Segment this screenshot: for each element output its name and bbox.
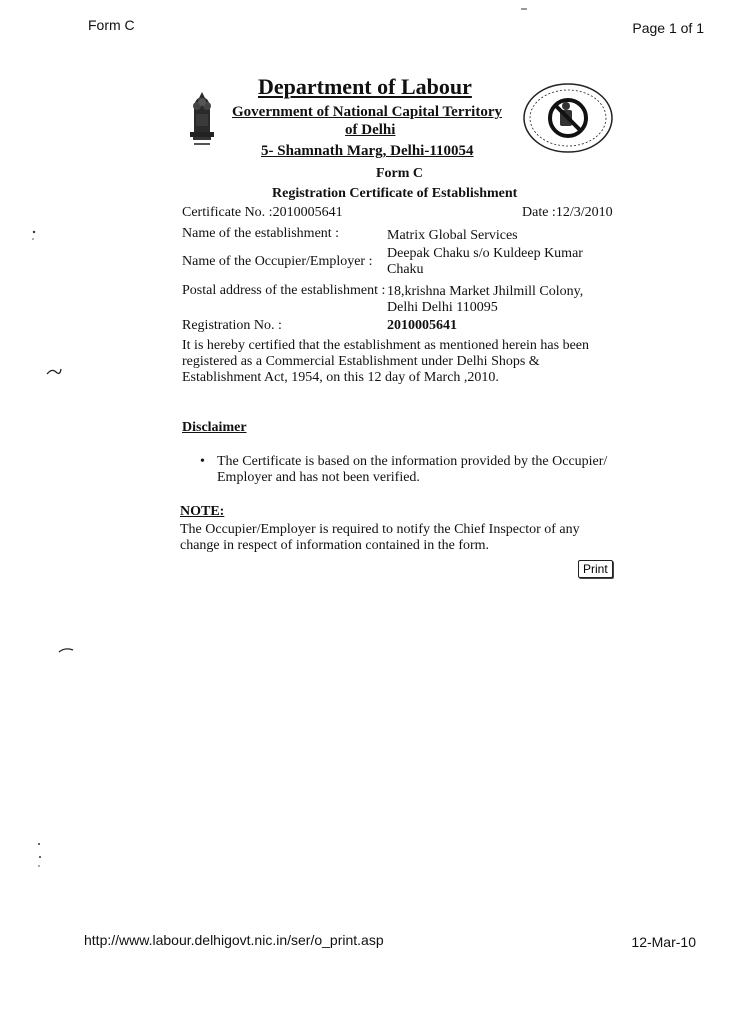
page-footer-date: 12-Mar-10 [631, 934, 696, 950]
state-emblem-icon [186, 88, 218, 150]
page-footer-url: http://www.labour.delhigovt.nic.in/ser/o_print.asp [84, 932, 384, 948]
department-address: 5- Shamnath Marg, Delhi-110054 [261, 143, 474, 159]
disclaimer-text: The Certificate is based on the information provided by the Occupier/ Employer and has not been verified. [217, 454, 608, 485]
scan-speck [30, 228, 38, 242]
government-line-1: Government of National Capital Territory [232, 104, 502, 120]
bullet-icon: • [200, 454, 205, 469]
certification-statement: It is hereby certified that the establishment as mentioned herein has been registered as a Commercial Establishment under Delhi Shops & Establishment Act, 1954, on this 12 day of March ,2010. [182, 338, 590, 385]
disclaimer-list [200, 454, 620, 486]
registration-number-value: 2010005641 [387, 318, 457, 333]
postal-address-label: Postal address of the establishment : [182, 283, 386, 298]
print-button[interactable]: Print [578, 560, 613, 578]
page-header-form-label: Form C [88, 17, 135, 33]
scan-speck [520, 6, 528, 12]
establishment-name-value: Matrix Global Services [387, 228, 518, 243]
note-heading: NOTE: [180, 504, 225, 519]
occupier-value: Deepak Chaku s/o Kuldeep Kumar Chaku [387, 246, 583, 277]
disclaimer-heading: Disclaimer [182, 420, 247, 435]
scan-speck [58, 646, 74, 654]
page-header-page-count: Page 1 of 1 [632, 20, 704, 36]
scan-speck [46, 366, 62, 376]
postal-address-value: 18,krishna Market Jhilmill Colony, Delhi Delhi 110095 [387, 284, 584, 315]
establishment-name-label: Name of the establishment : [182, 226, 340, 241]
certificate-date: Date :12/3/2010 [522, 205, 613, 220]
list-item [200, 454, 620, 486]
occupier-label: Name of the Occupier/Employer : [182, 254, 373, 269]
certificate-number: Certificate No. :2010005641 [182, 205, 343, 220]
government-line-2: of Delhi [345, 122, 396, 138]
department-title: Department of Labour [258, 74, 472, 99]
no-child-labour-seal-icon [522, 82, 614, 154]
form-name: Form C [376, 166, 424, 181]
scan-speck [36, 840, 44, 870]
note-text: The Occupier/Employer is required to notify the Chief Inspector of any change in respect of information contained in the form. [180, 522, 580, 553]
registration-number-label: Registration No. : [182, 318, 282, 333]
certificate-title: Registration Certificate of Establishment [272, 186, 518, 201]
